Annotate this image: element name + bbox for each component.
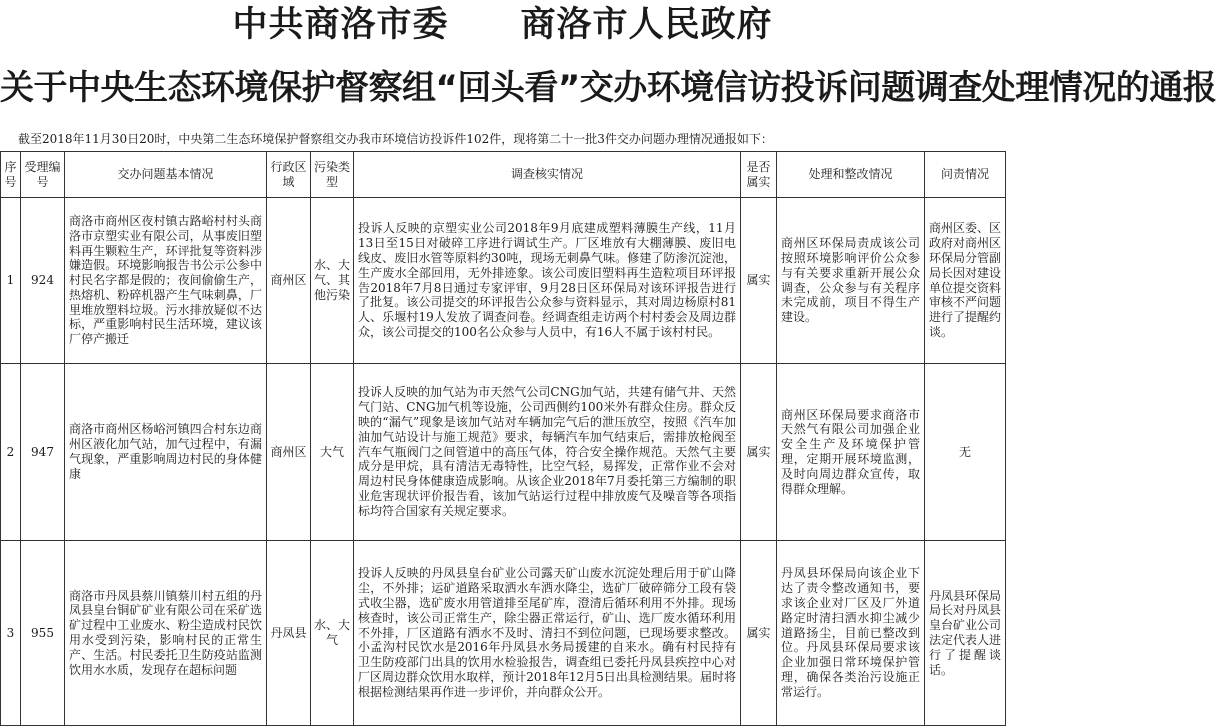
col-header-investigation: 调查核实情况 bbox=[354, 152, 741, 198]
cell-pollution: 水、大气 bbox=[311, 541, 354, 726]
cell-code: 947 bbox=[21, 364, 65, 541]
cell-accountability: 商州区委、区政府对商州区环保局分管副局长因对建设单位提交资料审核不严问题进行了提醒约谈。 bbox=[925, 198, 1006, 364]
cell-seq: 2 bbox=[1, 364, 21, 541]
document-title: 关于中央生态环境保护督察组“回头看”交办环境信访投诉问题调查处理情况的通报 bbox=[0, 68, 1216, 108]
cell-region: 商州区 bbox=[267, 198, 311, 364]
cell-region: 商州区 bbox=[267, 364, 311, 541]
complaint-table bbox=[0, 151, 1006, 726]
table-row bbox=[1, 541, 1006, 726]
cell-pollution: 大气 bbox=[311, 364, 354, 541]
col-header-region: 行政区域 bbox=[267, 152, 311, 198]
cell-accountability: 无 bbox=[925, 364, 1006, 541]
cell-accountability: 丹凤县环保局局长对丹凤县皇台矿业公司法定代表人进行了提醒谈话。 bbox=[925, 541, 1006, 726]
col-header-handling: 处理和整改情况 bbox=[777, 152, 925, 198]
col-header-verified: 是否属实 bbox=[741, 152, 777, 198]
cell-handling: 商州区环保局要求商洛市天然气有限公司加强企业安全生产及环境保护管理，定期开展环境监测，及时向周边群众宣传，取得群众理解。 bbox=[777, 364, 925, 541]
cell-investigation: 投诉人反映的加气站为市天然气公司CNG加气站，共建有储气井、天然气门站、CNG加气机等设施，公司西侧约100米外有群众住房。群众反映的“漏气”现象是该加气站对车辆加完气后的泄压放空，按照《汽车加油加气站设计与施工规范》要求，每辆汽车加气结束后，需排放枪阀至汽车气瓶阀门之间管道中的高压气体，符合安全操作规范。天然气主要成分是甲烷，具有清洁无毒特性，比空气轻，易挥发，正常作业不会对周边村民身体健康造成影响。从该企业2018年7月委托第三方编制的职业危害现状评价报告看，该加气站运行过程中排放废气及噪音等各项指标均符合国家有关规定要求。 bbox=[354, 364, 741, 541]
cell-code: 955 bbox=[21, 541, 65, 726]
cell-region: 丹凤县 bbox=[267, 541, 311, 726]
cell-verified: 属实 bbox=[741, 541, 777, 726]
cell-issue: 商洛市商州区夜村镇古路峪村村头商洛市京塑实业有限公司，从事废旧塑料再生颗粒生产，环评批复等资料涉嫌造假。环境影响报告书公示公参中村民名字都是假的；夜间偷偷生产，热熔机、粉碎机器产生气味刺鼻，厂里堆放塑料垃圾。污水排放疑似不达标，严重影响村民生活环境，建议该厂停产搬迁 bbox=[65, 198, 267, 364]
cell-issue: 商洛市商州区杨峪河镇四合村东边商州区液化加气站，加气过程中，有漏气现象，严重影响周边村民的身体健康 bbox=[65, 364, 267, 541]
cell-code: 924 bbox=[21, 198, 65, 364]
issuer-title: 中共商洛市委 商洛市人民政府 bbox=[232, 5, 773, 45]
col-header-seq: 序号 bbox=[1, 152, 21, 198]
col-header-code: 受理编号 bbox=[21, 152, 65, 198]
cell-pollution: 水、大气、其他污染 bbox=[311, 198, 354, 364]
cell-handling: 商州区环保局责成该公司按照环境影响评价公众参与有关要求重新开展公众调查，公众参与有关程序未完成前，项目不得生产建设。 bbox=[777, 198, 925, 364]
cell-issue: 商洛市丹凤县蔡川镇蔡川村五组的丹凤县皇台铜矿矿业有限公司在采矿选矿过程中工业废水、粉尘造成村民饮用水受到污染，影响村民的正常生产、生活。村民委托卫生防疫站监测饮用水水质，发现存在超标问题 bbox=[65, 541, 267, 726]
intro-paragraph: 截至2018年11月30日20时，中央第二生态环境保护督察组交办我市环境信访投诉件102件，现将第二十一批3件交办问题办理情况通报如下： bbox=[18, 132, 773, 146]
cell-investigation: 投诉人反映的丹凤县皇台矿业公司露天矿山废水沉淀处理后用于矿山降尘，不外排；运矿道路采取洒水车洒水降尘，选矿厂破碎筛分工段有袋式收尘器，选矿废水用管道排至尾矿库，澄清后循环利用不外排。现场核查时，该公司正常生产，除尘器正常运行，矿山、选厂废水循环利用不外排，厂区道路有洒水不及时、清扫不到位问题，已现场要求整改。小孟沟村民饮水是2016年丹凤县水务局援建的自来水。确有村民持有卫生防疫部门出具的饮用水检验报告，调查组已委托丹凤县疾控中心对厂区周边群众饮用水取样，预计2018年12月5日出具检测结果。届时将根据检测结果再作进一步评价，并向群众公开。 bbox=[354, 541, 741, 726]
cell-seq: 1 bbox=[1, 198, 21, 364]
col-header-pollution: 污染类型 bbox=[311, 152, 354, 198]
cell-seq: 3 bbox=[1, 541, 21, 726]
cell-investigation: 投诉人反映的京塑实业公司2018年9月底建成塑料薄膜生产线，11月13日至15日对破碎工序进行调试生产。厂区堆放有大棚薄膜、废旧电线皮、废旧水管等原料约30吨，现场无刺鼻气味。修建了防渗沉淀池，生产废水全部回用，无外排迹象。该公司废旧塑料再生造粒项目环评报告2018年7月8日通过专家评审，9月28日区环保局对该环评报告进行了批复。该公司提交的环评报告公众参与资料显示，其对周边杨原村81人、乐堰村19人发放了调查问卷。经调查组走访两个村村委会及周边群众，该公司提交的100名公众参与人员中，有16人不属于该村村民。 bbox=[354, 198, 741, 364]
table-row bbox=[1, 198, 1006, 364]
col-header-issue: 交办问题基本情况 bbox=[65, 152, 267, 198]
cell-verified: 属实 bbox=[741, 198, 777, 364]
table-row bbox=[1, 364, 1006, 541]
col-header-accountability: 问责情况 bbox=[925, 152, 1006, 198]
table-header-row bbox=[1, 152, 1006, 198]
cell-handling: 丹凤县环保局向该企业下达了责令整改通知书，要求该企业对厂区及厂外道路定时清扫洒水抑尘减少道路扬尘，目前已整改到位。丹凤县环保局要求该企业加强日常环境保护管理，确保各类治污设施正常运行。 bbox=[777, 541, 925, 726]
cell-verified: 属实 bbox=[741, 364, 777, 541]
